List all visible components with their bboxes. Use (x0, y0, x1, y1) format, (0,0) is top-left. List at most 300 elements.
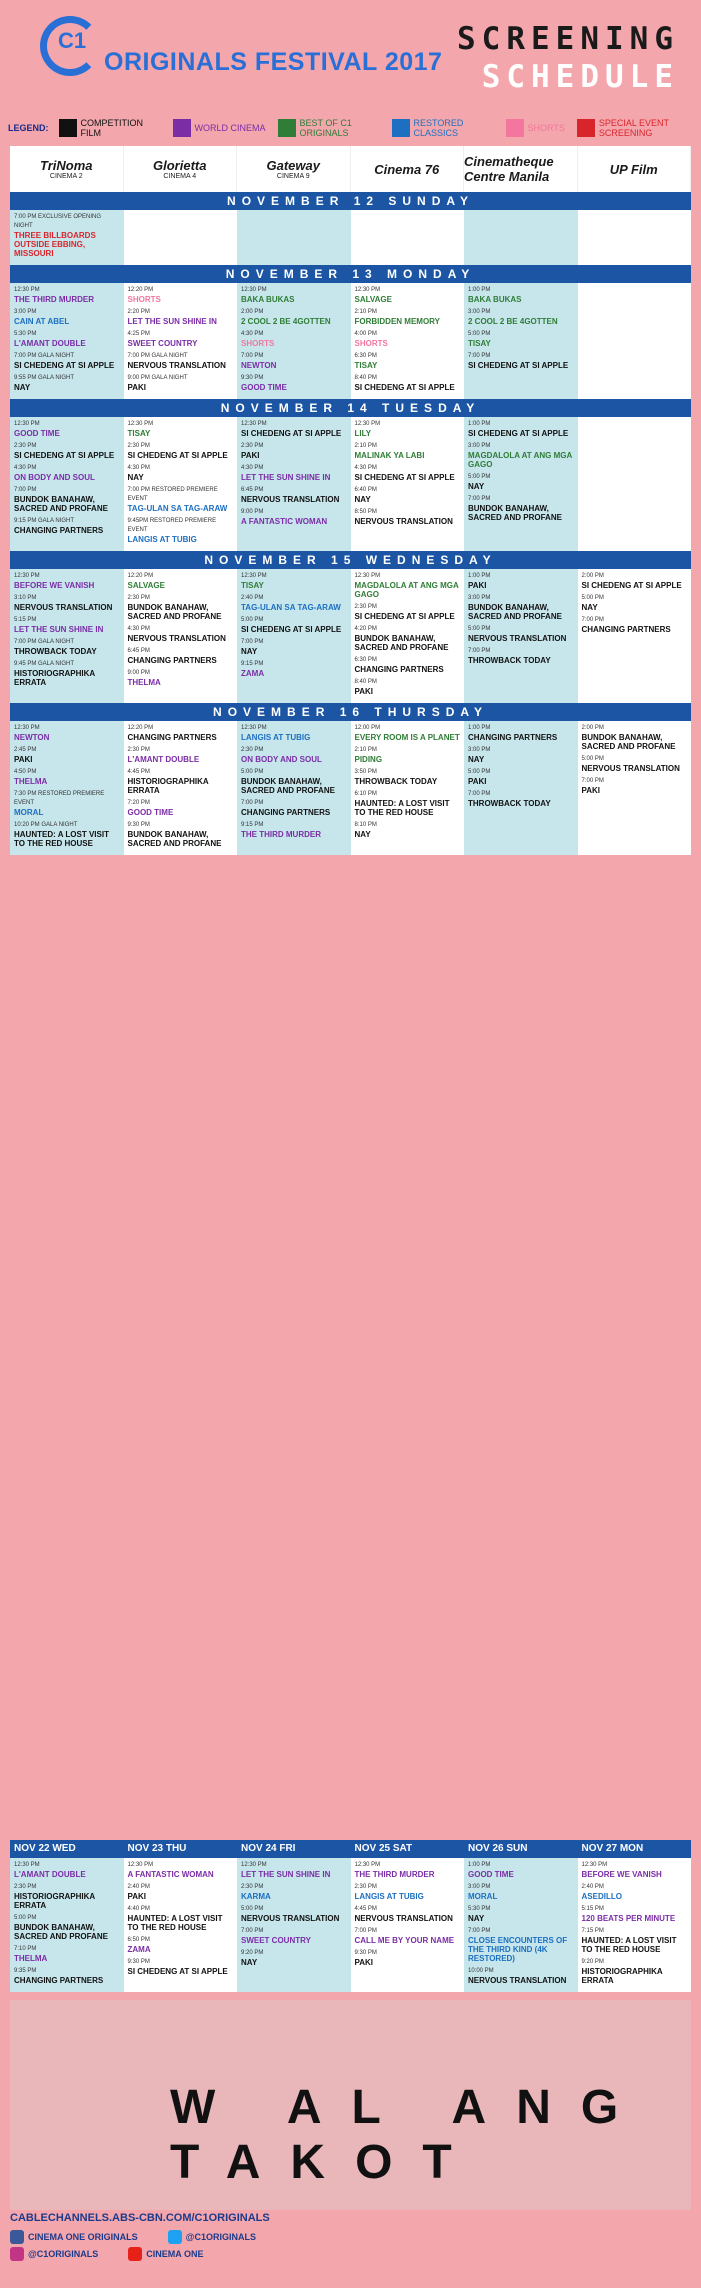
screening[interactable] (128, 1905, 234, 1932)
screening[interactable] (128, 746, 234, 764)
screening[interactable] (468, 352, 574, 370)
screening-title: NAY (241, 1958, 258, 1967)
screening[interactable] (468, 1861, 574, 1879)
screening-title: NAY (241, 647, 258, 656)
screening[interactable] (14, 768, 120, 786)
screening[interactable] (128, 1883, 234, 1901)
screening[interactable] (128, 517, 234, 544)
screening-time: 1:00 PM (468, 573, 491, 579)
logo-text: C1 (58, 28, 87, 53)
footer-url[interactable]: CABLECHANNELS.ABS-CBN.COM/C1ORIGINALS (10, 2212, 270, 2224)
screening-time: 12:30 PM (354, 573, 381, 579)
screening[interactable] (468, 625, 574, 643)
screening[interactable] (468, 1967, 574, 1985)
screening-title: LANGIS AT TUBIG (354, 1892, 424, 1901)
screening[interactable] (14, 1914, 120, 1941)
screening-title: PAKI (127, 1892, 147, 1901)
screening[interactable] (14, 594, 120, 612)
screening[interactable] (128, 594, 234, 621)
screening[interactable] (582, 616, 688, 634)
screening[interactable] (241, 768, 347, 795)
screening-title: NERVOUS TRANSLATION (127, 361, 226, 370)
screening[interactable] (355, 678, 461, 696)
screening[interactable] (355, 790, 461, 817)
screening-time: 7:00 PM GALA NIGHT (14, 639, 75, 645)
screening[interactable] (241, 724, 347, 742)
screening-time: 12:00 PM (354, 725, 381, 731)
cinema-column (10, 569, 124, 703)
screening-time: 6:30 PM (354, 353, 377, 359)
screening-title: ON BODY AND SOUL (14, 473, 95, 482)
cinema-column (124, 721, 238, 855)
screening-title: SI CHEDENG AT SI APPLE (14, 451, 115, 460)
screening-time: 12:30 PM (241, 1862, 267, 1868)
screening-title: NAY (14, 383, 31, 392)
screening-time: 2:40 PM (581, 1884, 604, 1890)
cinema-column (351, 721, 465, 855)
screening[interactable] (355, 1905, 461, 1923)
screening[interactable] (355, 1927, 461, 1945)
cinema-column (351, 417, 465, 551)
screening[interactable] (468, 790, 574, 808)
screening[interactable] (355, 420, 461, 438)
screening-title: HAUNTED: A LOST VISIT TO THE RED HOUSE (581, 1936, 677, 1954)
cinema-column (578, 283, 692, 399)
screening[interactable] (14, 420, 120, 438)
screening[interactable] (241, 572, 347, 590)
screening-title: SI CHEDENG AT SI APPLE (354, 383, 455, 392)
screening-time: 5:00 PM (468, 769, 491, 775)
screening[interactable] (241, 330, 347, 348)
screening[interactable] (468, 330, 574, 348)
screening[interactable] (241, 374, 347, 392)
bottom-column (464, 1858, 578, 1992)
screening[interactable] (14, 821, 120, 848)
screening-time: 2:30 PM (241, 747, 264, 753)
bottom-day-label: NOV 25 SAT (354, 1843, 413, 1854)
screening[interactable] (468, 308, 574, 326)
instagram-link[interactable] (10, 2247, 98, 2261)
screening-time: 2:00 PM (581, 573, 604, 579)
day-row (10, 283, 691, 399)
cinema-column (237, 569, 351, 703)
screening-time: 10:20 PM GALA NIGHT (14, 822, 78, 828)
screening[interactable] (241, 594, 347, 612)
screening[interactable] (355, 656, 461, 674)
screening[interactable] (468, 724, 574, 742)
screening-title: BUNDOK BANAHAW, SACRED AND PROFANE (127, 830, 222, 848)
screening[interactable] (241, 1905, 347, 1923)
screening-title: CLOSE ENCOUNTERS OF THE THIRD KIND (4K RESTORED) (468, 1936, 568, 1963)
screening[interactable] (468, 572, 574, 590)
screening-time: 7:00 PM (468, 791, 491, 797)
screening-title: L'AMANT DOUBLE (14, 339, 86, 348)
screening-time: 6:10 PM (354, 791, 377, 797)
screening-time: 9:20 PM (581, 1959, 604, 1965)
screening[interactable] (14, 286, 120, 304)
screening-title: L'AMANT DOUBLE (14, 1870, 86, 1879)
day-row (10, 569, 691, 703)
screening[interactable] (128, 669, 234, 687)
final-week-row (10, 1858, 691, 1992)
screening[interactable] (582, 1927, 688, 1954)
screening-time: 2:30 PM (241, 443, 264, 449)
screening[interactable] (582, 755, 688, 773)
screening[interactable] (582, 1861, 688, 1879)
screening[interactable] (128, 286, 234, 304)
screening[interactable] (241, 799, 347, 817)
screening[interactable] (14, 464, 120, 482)
twitter-label: @C1ORIGINALS (185, 2232, 256, 2242)
screening-title: BUNDOK BANAHAW, SACRED AND PROFANE (14, 495, 108, 513)
screening-title: THROWBACK TODAY (14, 647, 97, 656)
screening[interactable] (128, 799, 234, 817)
screening[interactable] (14, 572, 120, 590)
screening[interactable] (355, 625, 461, 652)
youtube-label: CINEMA ONE (146, 2249, 204, 2259)
poster-title: W AL ANG TAKOT (170, 2081, 649, 2189)
cinema-name: Cinematheque Centre Manila (464, 154, 554, 184)
screening-title: HAUNTED: A LOST VISIT TO THE RED HOUSE (14, 830, 109, 848)
screening[interactable] (355, 442, 461, 460)
screening-title: NERVOUS TRANSLATION (241, 1914, 340, 1923)
screening[interactable] (128, 352, 234, 370)
screening[interactable] (241, 616, 347, 634)
screening-title: SWEET COUNTRY (127, 339, 198, 348)
screening[interactable] (14, 660, 120, 687)
day-band: NOVEMBER 12 SUNDAY (10, 192, 691, 210)
screening[interactable] (14, 1861, 120, 1879)
day-band: NOVEMBER 13 MONDAY (10, 265, 691, 283)
screening[interactable] (241, 464, 347, 482)
screening[interactable] (14, 374, 120, 392)
screening-title: NERVOUS TRANSLATION (468, 1976, 567, 1985)
screening[interactable] (241, 660, 347, 678)
screening-time: 7:00 PM (468, 496, 491, 502)
cinema-name: Glorietta (153, 158, 207, 173)
instagram-icon (10, 2247, 24, 2261)
screening-title: 2 COOL 2 BE 4GOTTEN (241, 317, 331, 326)
twitter-link[interactable] (168, 2230, 256, 2244)
screening[interactable] (582, 777, 688, 795)
screening-title: CHANGING PARTNERS (581, 625, 671, 634)
screening-time: 8:50 PM (354, 509, 377, 515)
screening-time: 9:45 PM GALA NIGHT (14, 661, 75, 667)
screening[interactable] (241, 286, 347, 304)
screening[interactable] (128, 572, 234, 590)
screening[interactable] (355, 821, 461, 839)
screening[interactable] (582, 572, 688, 590)
legend-label: RESTORED CLASSICS (413, 118, 464, 138)
screening[interactable] (128, 724, 234, 742)
screening-title: KARMA (241, 1892, 271, 1901)
screening-title: LET THE SUN SHINE IN (127, 317, 217, 326)
cinema-column (578, 210, 692, 265)
screening[interactable] (128, 464, 234, 482)
legend-label: SHORTS (527, 123, 565, 133)
screening[interactable] (468, 1883, 574, 1901)
screening-time: 5:00 PM (581, 756, 604, 762)
screening[interactable] (241, 746, 347, 764)
screening-time: 8:40 PM (354, 375, 377, 381)
screening-title: PAKI (354, 1958, 374, 1967)
screening[interactable] (355, 352, 461, 370)
screening[interactable] (14, 308, 120, 326)
screening-time: 2:30 PM (127, 595, 150, 601)
screening[interactable] (14, 790, 120, 817)
screening[interactable] (355, 1949, 461, 1967)
screening-title: THELMA (14, 777, 48, 786)
screening[interactable] (355, 1861, 461, 1879)
screening[interactable] (128, 330, 234, 348)
screening-time: 9:30 PM (354, 1950, 377, 1956)
screening-time: 9:30 PM (127, 822, 150, 828)
screening-title: LET THE SUN SHINE IN (241, 1870, 331, 1879)
legend-swatch (577, 119, 595, 137)
screening[interactable] (14, 616, 120, 634)
cinema-column (124, 210, 238, 265)
screening-time: 7:00 PM (241, 639, 264, 645)
screening-time: 2:40 PM (241, 595, 264, 601)
screening[interactable] (355, 286, 461, 304)
cinema-column (237, 417, 351, 551)
screening[interactable] (468, 286, 574, 304)
cinema-sub: CINEMA 4 (163, 173, 197, 180)
screening[interactable] (241, 1927, 347, 1945)
screening-time: 4:30 PM (127, 626, 150, 632)
legend-item (392, 118, 494, 138)
screening-title: CHANGING PARTNERS (14, 526, 104, 535)
screening-title: SI CHEDENG AT SI APPLE (127, 451, 228, 460)
screening-time: 4:20 PM (354, 626, 377, 632)
screening-title: THELMA (14, 1954, 48, 1963)
screening[interactable] (468, 1905, 574, 1923)
day-band: NOVEMBER 16 THURSDAY (10, 703, 691, 721)
screening-title: SI CHEDENG AT SI APPLE (241, 625, 342, 634)
screening-title: HISTORIOGRAPHIKA ERRATA (581, 1967, 663, 1985)
screening-title: NERVOUS TRANSLATION (241, 495, 340, 504)
screening-title: ZAMA (127, 1945, 151, 1954)
screening-time: 9:30 PM (241, 375, 264, 381)
legend-swatch (278, 119, 296, 137)
screening[interactable] (128, 486, 234, 513)
screening-title: SI CHEDENG AT SI APPLE (14, 361, 115, 370)
screening-title: THROWBACK TODAY (468, 799, 551, 808)
screening[interactable] (355, 464, 461, 482)
screening[interactable] (468, 768, 574, 786)
screening[interactable] (14, 213, 120, 258)
screening[interactable] (355, 486, 461, 504)
screening[interactable] (241, 508, 347, 526)
screening-time: 1:00 PM (468, 421, 491, 427)
cinema-logo (464, 146, 578, 192)
screening[interactable] (14, 352, 120, 370)
screening[interactable] (128, 1958, 234, 1976)
screening-title: SI CHEDENG AT SI APPLE (354, 473, 455, 482)
screening[interactable] (468, 495, 574, 522)
screening[interactable] (14, 1883, 120, 1910)
screening[interactable] (355, 746, 461, 764)
screening-time: 2:40 PM (127, 1884, 150, 1890)
screening-title: SI CHEDENG AT SI APPLE (354, 612, 455, 621)
screening-title: LANGIS AT TUBIG (127, 535, 197, 544)
bottom-day-label: NOV 22 WED (14, 1843, 76, 1854)
screening[interactable] (128, 647, 234, 665)
screening-title: LET THE SUN SHINE IN (14, 625, 104, 634)
screening[interactable] (241, 1949, 347, 1967)
screening[interactable] (355, 724, 461, 742)
screening-time: 7:00 PM (468, 1928, 491, 1934)
screening[interactable] (468, 420, 574, 438)
schedule-line-2: SCHEDULE (481, 59, 679, 95)
youtube-link[interactable] (128, 2247, 203, 2261)
screening[interactable] (468, 746, 574, 764)
screening[interactable] (14, 638, 120, 656)
screening[interactable] (128, 821, 234, 848)
screening[interactable] (468, 594, 574, 621)
screening[interactable] (355, 330, 461, 348)
screening[interactable] (582, 1958, 688, 1985)
screening-title: BAKA BUKAS (241, 295, 295, 304)
screening[interactable] (128, 308, 234, 326)
screening[interactable] (468, 473, 574, 491)
screening-title: MAGDALOLA AT ANG MGA GAGO (468, 451, 572, 469)
screening[interactable] (14, 1967, 120, 1985)
screening-title: PAKI (354, 687, 374, 696)
screening-time: 12:30 PM (127, 421, 154, 427)
bottom-day-label: NOV 23 THU (127, 1843, 187, 1854)
screening-title: TISAY (468, 339, 491, 348)
screening-title: HISTORIOGRAPHIKA ERRATA (127, 777, 209, 795)
screening-title: CAIN AT ABEL (14, 317, 70, 326)
screening-time: 4:45 PM (127, 769, 150, 775)
legend-swatch (173, 119, 191, 137)
screening[interactable] (128, 1936, 234, 1954)
screening-time: 3:00 PM (468, 747, 491, 753)
screening[interactable] (128, 442, 234, 460)
screening-title: CALL ME BY YOUR NAME (354, 1936, 455, 1945)
screening-title: NERVOUS TRANSLATION (127, 634, 226, 643)
screening-title: A FANTASTIC WOMAN (241, 517, 328, 526)
screening-time: 2:45 PM (14, 747, 37, 753)
screening[interactable] (241, 821, 347, 839)
screening[interactable] (14, 442, 120, 460)
cinema-sub: CINEMA 9 (276, 173, 310, 180)
bottom-day-label: NOV 26 SUN (468, 1843, 528, 1854)
screening-title: PAKI (468, 777, 487, 786)
screening[interactable] (128, 374, 234, 392)
screening-title: ON BODY AND SOUL (241, 755, 322, 764)
screening[interactable] (14, 517, 120, 535)
screening-time: 4:30 PM (241, 331, 264, 337)
cinema-column (578, 417, 692, 551)
screening[interactable] (241, 1883, 347, 1901)
bottom-day-label: NOV 27 MON (581, 1843, 644, 1854)
screening-title: SI CHEDENG AT SI APPLE (127, 1967, 228, 1976)
screening-title: L'AMANT DOUBLE (127, 755, 200, 764)
screening-time: 12:30 PM (354, 421, 381, 427)
screening[interactable] (14, 330, 120, 348)
screening[interactable] (241, 352, 347, 370)
screening[interactable] (241, 308, 347, 326)
screening-time: 5:00 PM (468, 626, 491, 632)
screening-time: 12:30 PM (581, 1862, 608, 1868)
header (0, 0, 701, 110)
day-row (10, 417, 691, 551)
screening[interactable] (582, 594, 688, 612)
screening-title: TAG-ULAN SA TAG-ARAW (127, 504, 228, 513)
screening[interactable] (128, 1861, 234, 1879)
bottom-day-label: NOV 24 FRI (241, 1843, 296, 1854)
final-week-header (10, 1840, 691, 1858)
screening[interactable] (355, 508, 461, 526)
screening[interactable] (14, 1945, 120, 1963)
screening[interactable] (582, 1883, 688, 1901)
screening[interactable] (582, 1905, 688, 1923)
screening[interactable] (14, 486, 120, 513)
screening-title: THROWBACK TODAY (468, 656, 551, 665)
cinema-column (237, 721, 351, 855)
cinema-column (10, 417, 124, 551)
screening[interactable] (241, 486, 347, 504)
screening[interactable] (468, 442, 574, 469)
legend-item (59, 118, 161, 138)
screening-title: BAKA BUKAS (468, 295, 522, 304)
screening[interactable] (355, 374, 461, 392)
screening[interactable] (128, 420, 234, 438)
schedule-grid (10, 192, 691, 1992)
screening-time: 1:00 PM (468, 287, 491, 293)
screening[interactable] (14, 724, 120, 742)
screening-title: PAKI (127, 383, 147, 392)
screening[interactable] (241, 638, 347, 656)
screening[interactable] (468, 647, 574, 665)
screening-time: 2:00 PM (241, 309, 264, 315)
screening[interactable] (355, 308, 461, 326)
screening[interactable] (355, 572, 461, 599)
screening[interactable] (128, 768, 234, 795)
screening-title: BUNDOK BANAHAW, SACRED AND PROFANE (241, 777, 335, 795)
legend-title: LEGEND: (8, 123, 49, 133)
screening-title: ZAMA (241, 669, 265, 678)
screening[interactable] (241, 420, 347, 438)
screening[interactable] (355, 1883, 461, 1901)
screening[interactable] (582, 724, 688, 751)
cinema-logo (351, 146, 465, 192)
screening-title: LILY (354, 429, 372, 438)
cinema-logos (10, 146, 691, 192)
screening[interactable] (355, 603, 461, 621)
screening[interactable] (241, 1861, 347, 1879)
screening-title: NAY (468, 1914, 485, 1923)
screening-time: 7:30 PM RESTORED PREMIERE EVENT (14, 791, 105, 806)
screening-time: 8:40 PM (354, 679, 377, 685)
screening[interactable] (355, 768, 461, 786)
legend-label: WORLD CINEMA (194, 123, 266, 133)
legend-swatch (59, 119, 77, 137)
screening[interactable] (128, 625, 234, 643)
screening[interactable] (241, 442, 347, 460)
screening-title: CHANGING PARTNERS (354, 665, 444, 674)
screening-time: 2:10 PM (354, 309, 377, 315)
screening-title: CHANGING PARTNERS (127, 656, 217, 665)
screening-title: PAKI (581, 786, 601, 795)
facebook-link[interactable] (10, 2230, 138, 2244)
screening[interactable] (468, 1927, 574, 1963)
screening-time: 6:50 PM (127, 1937, 150, 1943)
screening-time: 9:30 PM (127, 1959, 150, 1965)
screening[interactable] (14, 746, 120, 764)
